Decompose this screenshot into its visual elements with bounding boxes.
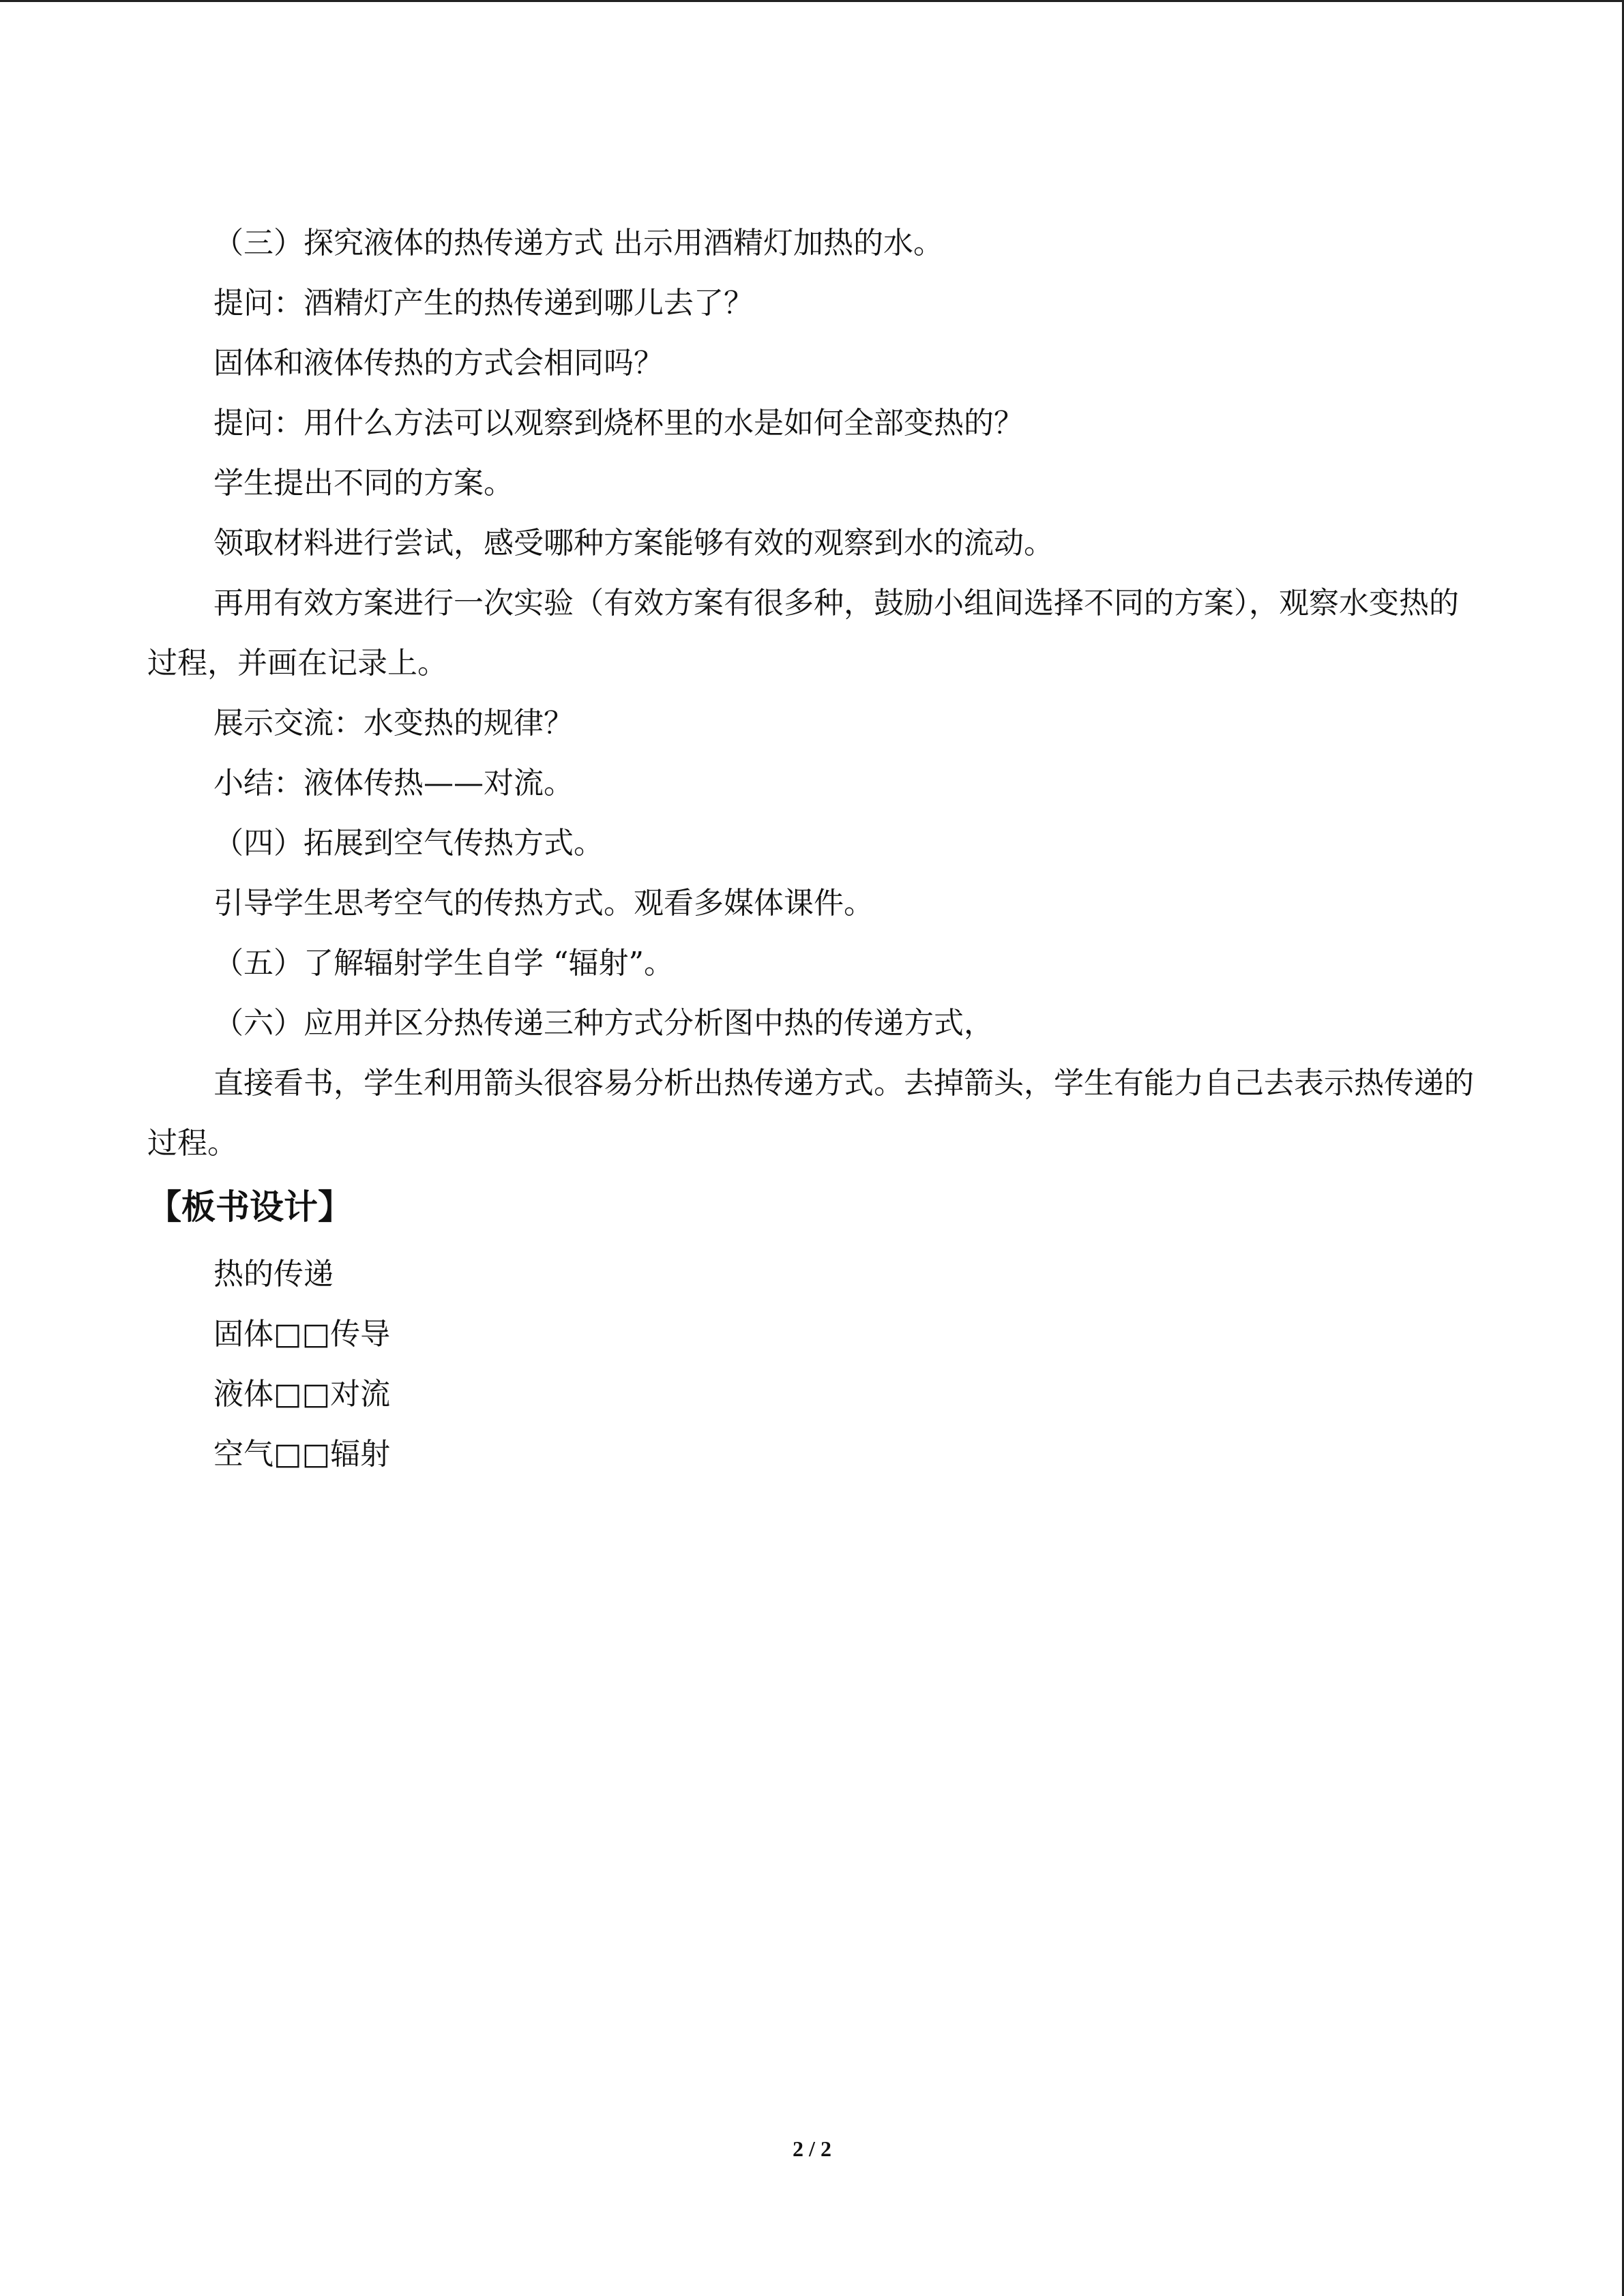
board-design-section bbox=[147, 1244, 1477, 1485]
board-design-line: 液体□□对流 bbox=[213, 1377, 391, 1412]
board-design-line: 固体□□传导 bbox=[213, 1317, 391, 1352]
board-design-heading: 【板书设计】 bbox=[147, 1187, 352, 1227]
body-paragraph: 引导学生思考空气的传热方式。观看多媒体课件。 bbox=[213, 886, 874, 921]
body-paragraph: 直接看书，学生利用箭头很容易分析出热传递方式。去掉箭头，学生有能力自己去表示热传递的过程。 bbox=[147, 1066, 1474, 1161]
board-design-line: 空气□□辐射 bbox=[213, 1437, 391, 1472]
board-design-line: 热的传递 bbox=[213, 1257, 334, 1292]
body-paragraph: 展示交流：水变热的规律？ bbox=[213, 706, 574, 741]
body-paragraph: 提问：用什么方法可以观察到烧杯里的水是如何全部变热的？ bbox=[213, 406, 1024, 441]
page-number: 2 / 2 bbox=[793, 2136, 831, 2161]
body-paragraph: 学生提出不同的方案。 bbox=[213, 466, 514, 501]
body-paragraph: 领取材料进行尝试，感受哪种方案能够有效的观察到水的流动。 bbox=[213, 526, 1054, 561]
body-paragraph: 再用有效方案进行一次实验（有效方案有很多种，鼓励小组间选择不同的方案），观察水变热的过程，并画在记录上。 bbox=[147, 586, 1459, 681]
body-paragraph: 提问：酒精灯产生的热传递到哪儿去了？ bbox=[213, 286, 754, 320]
body-paragraph: （六）应用并区分热传递三种方式分析图中热的传递方式， bbox=[213, 1006, 994, 1041]
body-paragraph: （四）拓展到空气传热方式。 bbox=[213, 826, 604, 861]
body-paragraph: 小结：液体传热——对流。 bbox=[213, 766, 574, 801]
body-paragraph: （五）了解辐射学生自学 “辐射”。 bbox=[213, 946, 674, 981]
body-paragraph: （三）探究液体的热传递方式 出示用酒精灯加热的水。 bbox=[213, 226, 943, 260]
body-paragraph: 固体和液体传热的方式会相同吗？ bbox=[213, 346, 664, 381]
document-content bbox=[147, 213, 1477, 1485]
